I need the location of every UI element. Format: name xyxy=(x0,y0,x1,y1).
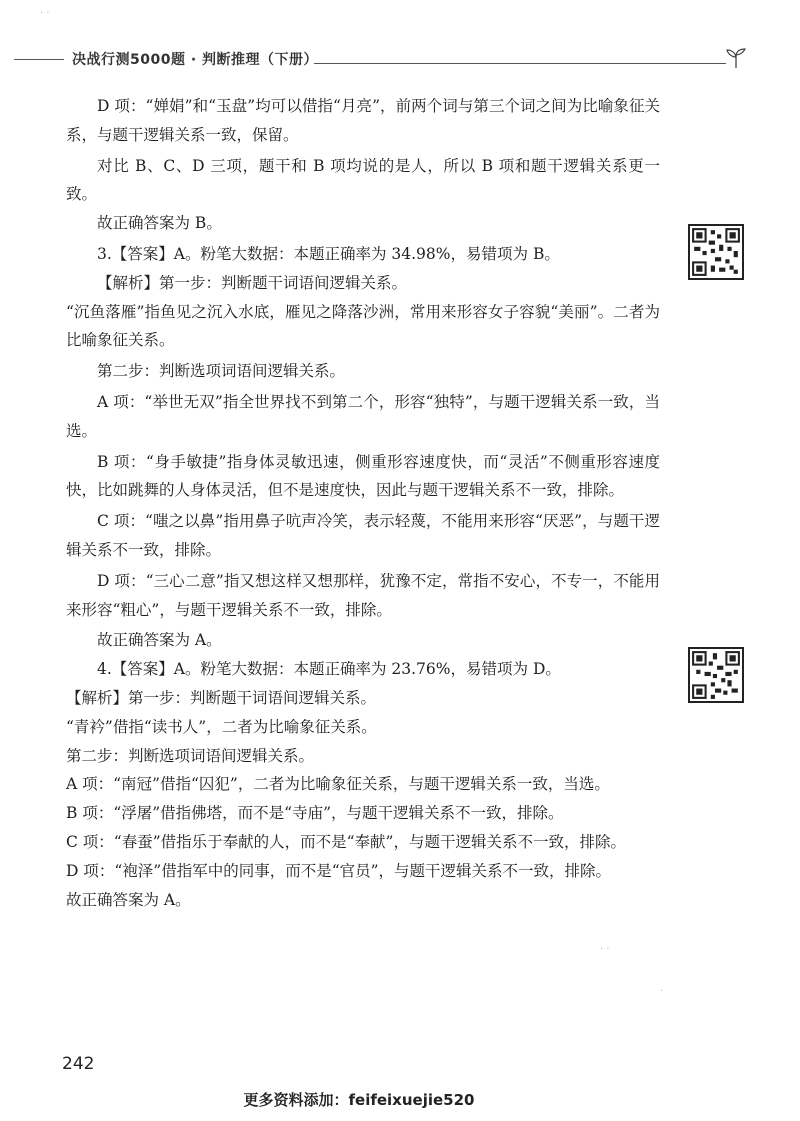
header-rule-left xyxy=(14,59,64,60)
option-analysis: A 项：“举世无双”指全世界找不到第二个，形容“独特”，与题干逻辑关系一致，当选。 xyxy=(66,392,660,440)
scan-speck: · · xyxy=(40,8,50,19)
option-analysis: A 项：“南冠”借指“囚犯”，二者为比喻象征关系，与题干逻辑关系一致，当选。 xyxy=(66,775,610,794)
header-rule-right xyxy=(314,63,726,64)
qr-code-icon[interactable] xyxy=(688,647,744,703)
option-analysis: C 项：“嗤之以鼻”指用鼻子吭声冷笑，表示轻蔑，不能用来形容“厌恶”，与题干逻辑关系不一致，排除。 xyxy=(66,512,660,559)
paragraph: 对比 B、C、D 三项，题干和 B 项均说的是人，所以 B 项和题干逻辑关系更一致。 xyxy=(66,156,660,204)
scan-speck: · · xyxy=(600,944,610,955)
paragraph: “沉鱼落雁”指鱼见之沉入水底，雁见之降落沙洲，常用来形容女子容貌“美丽”。二者为比喻象征关系。 xyxy=(66,302,660,350)
analysis-step: 第二步：判断选项词语间逻辑关系。 xyxy=(97,362,346,381)
option-analysis: D 项：“袍泽”借指军中的同事，而不是“官员”，与题干逻辑关系不一致，排除。 xyxy=(66,861,612,880)
option-analysis: B 项：“浮屠”借指佛塔，而不是“寺庙”，与题干逻辑关系不一致，排除。 xyxy=(66,804,564,823)
analysis-step: 【解析】第一步：判断题干词语间逻辑关系。 xyxy=(97,273,408,292)
paragraph: “青衿”借指“读书人”，二者为比喻象征关系。 xyxy=(66,717,377,736)
analysis-step: 第二步：判断选项词语间逻辑关系。 xyxy=(66,746,315,765)
option-analysis: C 项：“春蚕”借指乐于奉献的人，而不是“奉献”，与题干逻辑关系不一致，排除。 xyxy=(66,832,626,851)
paragraph: D 项：“婵娟”和“玉盘”均可以借指“月亮”，前两个词与第三个词之间为比喻象征关系，与题干逻辑关系一致，保留。 xyxy=(66,97,660,144)
footer-contact-note: 更多资料添加：feifeixuejie520 xyxy=(243,1091,475,1109)
paragraph: 故正确答案为 B。 xyxy=(97,214,222,233)
qr-code-pattern xyxy=(690,649,742,701)
analysis-step: 【解析】第一步：判断题干词语间逻辑关系。 xyxy=(66,688,377,707)
scan-speck: · xyxy=(660,986,664,997)
answer-explanations xyxy=(66,92,660,914)
qr-code-icon[interactable] xyxy=(688,224,744,280)
paragraph: 故正确答案为 A。 xyxy=(66,890,191,909)
option-analysis: B 项：“身手敏捷”指身体灵敏迅速，侧重形容速度快，而“灵活”不侧重形容速度快，比如跳舞的人身体灵活，但不是速度快，因此与题干逻辑关系不一致，排除。 xyxy=(66,452,660,500)
answer-line: 3.【答案】A。粉笔大数据：本题正确率为 34.98%，易错项为 B。 xyxy=(97,244,560,263)
sprout-icon xyxy=(724,46,748,70)
answer-line: 4.【答案】A。粉笔大数据：本题正确率为 23.76%，易错项为 D。 xyxy=(97,660,561,679)
page-number: 242 xyxy=(62,1054,95,1074)
book-title: 决战行测5000题 · 判断推理（下册） xyxy=(72,52,319,68)
running-header xyxy=(14,46,744,72)
option-analysis: D 项：“三心二意”指又想这样又想那样，犹豫不定，常指不安心，不专一，不能用来形容“粗心”，与题干逻辑关系不一致，排除。 xyxy=(66,571,660,619)
qr-code-pattern xyxy=(690,226,742,278)
paragraph: 故正确答案为 A。 xyxy=(97,631,222,650)
